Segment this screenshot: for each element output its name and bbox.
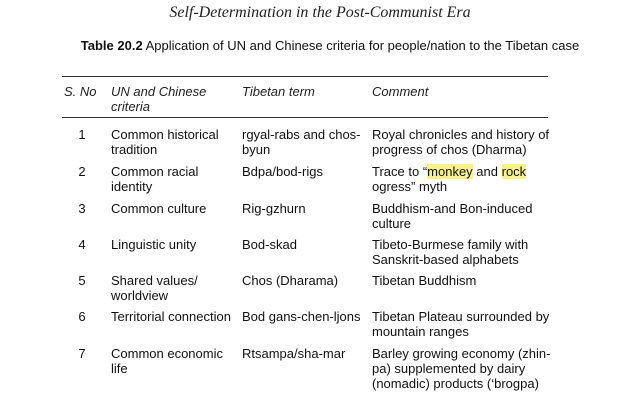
comment-text: ogress” myth bbox=[372, 179, 448, 194]
row-number: 3 bbox=[78, 201, 86, 216]
criteria-cell: Common economic life bbox=[111, 346, 223, 376]
comment-text: and bbox=[472, 164, 502, 179]
comment-cell: Tibetan Buddhism bbox=[372, 273, 477, 288]
term-cell: Rtsampa/sha-mar bbox=[242, 346, 346, 361]
top-rule bbox=[62, 76, 548, 77]
highlighted-word: monkey bbox=[427, 164, 473, 179]
criteria-cell: Shared values/ worldview bbox=[111, 273, 198, 303]
header-rule bbox=[62, 117, 548, 118]
term-cell: rgyal-rabs and chos-byun bbox=[242, 127, 361, 157]
row-number: 2 bbox=[78, 164, 86, 179]
row-number: 4 bbox=[78, 237, 86, 252]
term-cell: Bdpa/bod-rigs bbox=[242, 164, 323, 179]
table-caption bbox=[62, 38, 598, 54]
term-cell: Chos (Dharama) bbox=[242, 273, 339, 288]
term-cell: Bod-skad bbox=[242, 237, 297, 252]
comment-cell: Barley growing economy (zhin-pa) supplemented by dairy (nomadic) products (‘brogpa) bbox=[372, 346, 551, 391]
term-cell: Bod gans-chen-ljons bbox=[242, 309, 361, 324]
running-head: Self-Determination in the Post-Communist Era bbox=[169, 4, 471, 21]
row-number: 5 bbox=[78, 273, 86, 288]
row-number: 1 bbox=[78, 127, 86, 142]
criteria-cell: Common racial identity bbox=[111, 164, 199, 194]
row-number: 7 bbox=[78, 346, 86, 361]
comment-cell: Tibetan Plateau surrounded by mountain ranges bbox=[372, 309, 550, 339]
table-title: Application of UN and Chinese criteria for people/nation to the Tibetan case bbox=[145, 38, 580, 53]
table-number: Table 20.2 bbox=[80, 38, 143, 53]
comment-cell: Royal chronicles and history of progress of chos (Dharma) bbox=[372, 127, 550, 157]
comment-cell: Buddhism-and Bon-induced culture bbox=[372, 201, 533, 231]
comment-cell: Tibeto-Burmese family with Sanskrit-based alphabets bbox=[372, 237, 529, 267]
column-header-comment: Comment bbox=[372, 84, 429, 99]
highlighted-word: rock bbox=[501, 164, 527, 179]
column-header-criteria: UN and Chinese criteria bbox=[111, 84, 207, 114]
column-header-sno: S. No bbox=[64, 84, 97, 99]
criteria-cell: Territorial connection bbox=[111, 309, 231, 324]
comment-text: Trace to “ bbox=[372, 164, 428, 179]
comment-cell bbox=[372, 164, 552, 194]
criteria-cell: Linguistic unity bbox=[111, 237, 197, 252]
term-cell: Rig-gzhurn bbox=[242, 201, 306, 216]
column-header-term: Tibetan term bbox=[242, 84, 315, 99]
criteria-cell: Common culture bbox=[111, 201, 207, 216]
criteria-cell: Common historical tradition bbox=[111, 127, 219, 157]
row-number: 6 bbox=[78, 309, 86, 324]
